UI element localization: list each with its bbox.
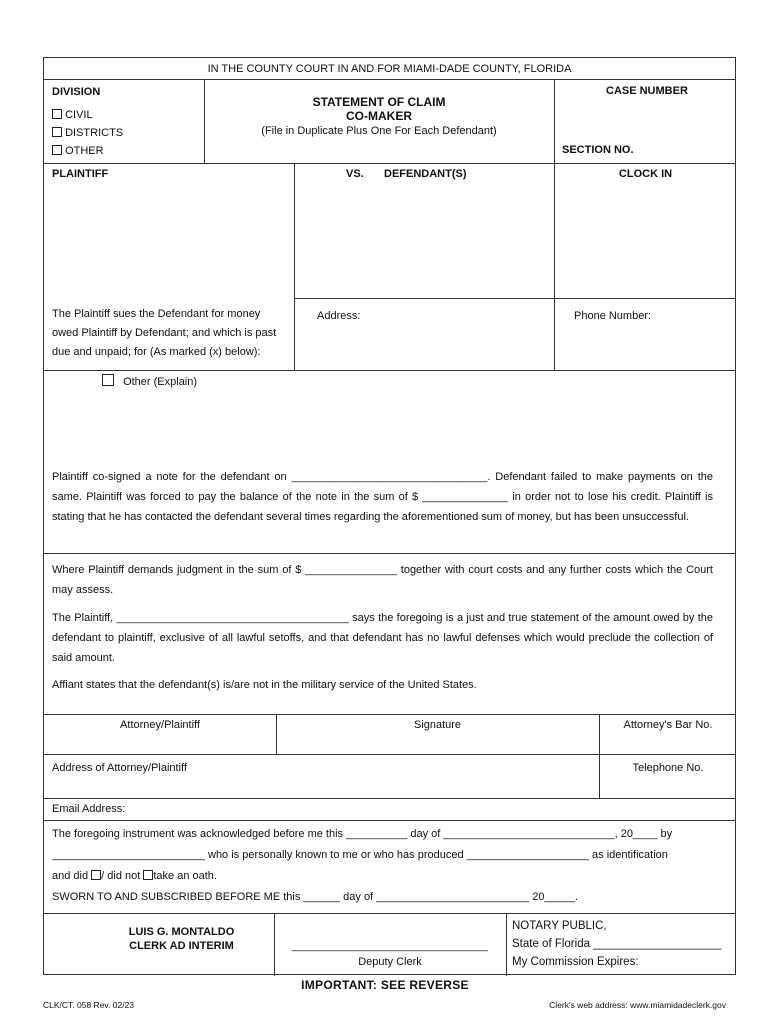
defendants-label: DEFENDANT(S)	[384, 168, 467, 180]
plaintiff-label: PLAINTIFF	[52, 168, 109, 180]
title-line3: (File in Duplicate Plus One For Each Defendant)	[261, 125, 497, 137]
attorney-plaintiff-label: Attorney/Plaintiff	[120, 719, 200, 731]
division-districts[interactable]	[52, 127, 123, 139]
form-code: CLK/CT. 058 Rev. 02/23	[43, 1000, 135, 1010]
phone-label: Phone Number:	[574, 310, 652, 322]
known-line: _________________________ who is personally known to me or who has produced ____________________ as identification	[52, 849, 668, 861]
vs-label: VS.	[346, 168, 364, 180]
did-not-checkbox[interactable]	[143, 870, 153, 880]
oath-did-not-label: / did not	[101, 870, 141, 882]
cosign-paragraph: Plaintiff co-signed a note for the defendant on ________________________________. Defendant failed to make payments on the same. Plaintiff was forced to pay the balance of the note in the sum of $ ______________ in order not to lose his credit. Plaintiff is stating that he has contacted the defendant several times regarding the aforementioned sum of money, but has been unsuccessful.	[52, 471, 713, 523]
notary-state: State of Florida ____________________	[512, 938, 722, 950]
oath-line	[52, 870, 217, 882]
bar-no-label: Attorney's Bar No.	[623, 719, 713, 731]
section-no-label: SECTION NO.	[562, 144, 634, 156]
division-civil[interactable]	[52, 109, 93, 121]
court-header: IN THE COUNTY COURT IN AND FOR MIAMI-DADE COUNTY, FLORIDA	[207, 63, 572, 75]
civil-label: CIVIL	[65, 109, 93, 121]
other-explain-label: Other (Explain)	[123, 376, 198, 388]
title-line2: CO-MAKER	[346, 109, 412, 123]
other-explain-checkbox[interactable]	[102, 374, 114, 386]
important-notice: IMPORTANT: SEE REVERSE	[301, 978, 469, 992]
case-number-label: CASE NUMBER	[606, 85, 688, 97]
civil-checkbox[interactable]	[52, 109, 62, 119]
other-explain-option[interactable]	[102, 374, 197, 388]
says-paragraph: The Plaintiff, ______________________________________ says the foregoing is a just and true statement of the amount owed by the defendant to plaintiff, exclusive of all lawful setoffs, and that defendant has no lawful defenses which would preclude the collection of said amount.	[52, 612, 713, 664]
did-checkbox[interactable]	[91, 870, 101, 880]
acknowledged-line: The foregoing instrument was acknowledged before me this __________ day of ____________________________, 20____ by	[52, 828, 673, 840]
demand-paragraph: Where Plaintiff demands judgment in the sum of $ _______________ together with court costs and any further costs which the Court may assess.	[52, 564, 713, 596]
oath-take-label: take an oath.	[153, 870, 217, 882]
other-checkbox[interactable]	[52, 145, 62, 155]
notary-commission: My Commission Expires:	[512, 956, 639, 968]
division-label: DIVISION	[52, 86, 101, 98]
address-label: Address:	[317, 310, 361, 322]
sworn-line: SWORN TO AND SUBSCRIBED BEFORE ME this ______ day of _________________________ 20_____.	[52, 891, 579, 903]
clerk-title: CLERK AD INTERIM	[129, 940, 234, 952]
districts-checkbox[interactable]	[52, 127, 62, 137]
address-attorney-label: Address of Attorney/Plaintiff	[52, 762, 187, 774]
clock-in-label: CLOCK IN	[618, 168, 673, 180]
notary-public: NOTARY PUBLIC,	[512, 920, 607, 932]
sues-text: The Plaintiff sues the Defendant for money owed Plaintiff by Defendant; and which is past due and unpaid; for (As marked (x) below):	[52, 308, 277, 358]
title-line1: STATEMENT OF CLAIM	[312, 95, 446, 109]
division-other[interactable]	[52, 145, 104, 157]
military-text: Affiant states that the defendant(s) is/are not in the military service of the United States.	[52, 679, 477, 691]
districts-label: DISTRICTS	[65, 127, 124, 139]
clerk-name: LUIS G. MONTALDO	[128, 926, 235, 938]
signature-label: Signature	[413, 719, 462, 731]
deputy-signature-line: ________________________________	[292, 940, 488, 952]
telephone-label: Telephone No.	[632, 762, 704, 774]
clerk-web-address: Clerk's web address: www.miamidadeclerk.gov	[549, 1000, 726, 1010]
claim-form	[43, 57, 736, 975]
oath-did-label: and did	[52, 870, 89, 882]
email-label: Email Address:	[52, 803, 126, 815]
other-label: OTHER	[65, 145, 104, 157]
deputy-clerk-label: Deputy Clerk	[358, 956, 422, 968]
